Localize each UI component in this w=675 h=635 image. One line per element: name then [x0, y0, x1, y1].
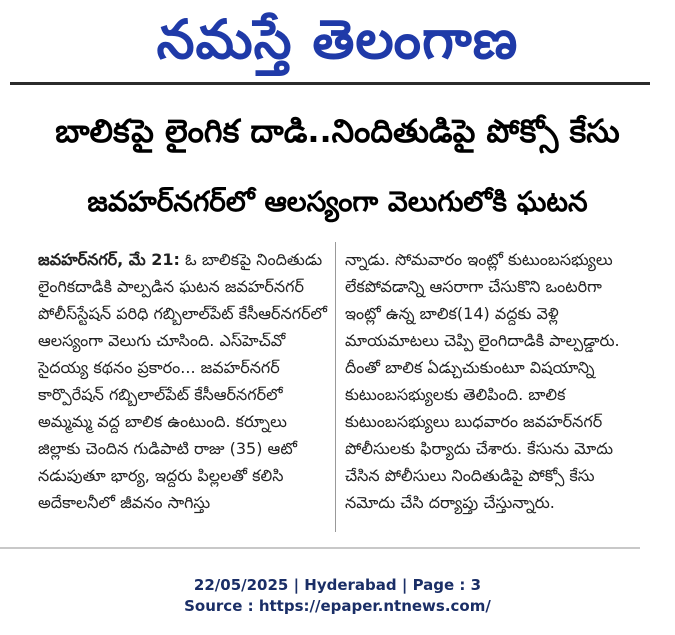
masthead-logo-text: నమస్తే తెలంగాణ	[156, 8, 519, 71]
footer-source: Source : https://epaper.ntnews.com/	[184, 597, 491, 615]
article-left-body: ఓ బాలికపై నిందితుడు లైంగికదాడికి పాల్పడిన ఘటన జవహర్‌నగర్ పోలీస్‌స్టేషన్ పరిధి గబ్బిలాల్‌పేట్ కేసీఆర్‌నగర్‌లో ఆలస్యంగా వెలుగు చూసింది. ఎస్‌హెచ్‌వో సైదయ్య కథనం ప్రకారం... జవహర్‌నగర్ కార్పొరేషన్ గబ్బిలాల్‌పేట్ కేసీఆర్‌నగర్‌లో అమ్మమ్మ వద్ద బాలిక ఉంటుంది. కర్నూలు జిల్లాకు చెందిన గుడిపాటి రాజు (35) ఆటో నడుపుతూ భార్య, ఇద్దరు పిల్లలతో కలిసి అదేకాలనీలో జీవనం సాగిస్తు	[38, 250, 328, 512]
article-subheadline: జవహర్‌నగర్‌లో ఆలస్యంగా వెలుగులోకి ఘటన	[87, 185, 588, 218]
column-divider	[335, 242, 336, 532]
footer-edition-info: 22/05/2025 | Hyderabad | Page : 3	[193, 576, 482, 594]
article-column-left	[38, 246, 330, 516]
article-paragraph-left	[38, 246, 330, 516]
masthead-divider	[10, 82, 650, 85]
article-column-right	[345, 246, 635, 516]
article-headline: బాలికపై లైంగిక దాడి..నిందితుడిపై పోక్సో కేసు	[55, 112, 620, 150]
article-bottom-rule	[0, 547, 640, 549]
article-right-body: న్నాడు. సోమవారం ఇంట్లో కుటుంబసభ్యులు లేకపోవడాన్ని ఆసరాగా చేసుకొని ఒంటరిగా ఇంట్లో ఉన్న బాలిక(14) వద్దకు వెళ్లి మాయమాటలు చెప్పి లైంగిదాడికి పాల్పడ్డారు. దీంతో బాలిక ఏడ్చుచుకుంటూ విషయాన్ని కుటుంబసభ్యులకు తెలిపింది. బాలిక కుటుంబసభ్యులు బుధవారం జవహర్‌నగర్ పోలీసులకు ఫిర్యాదు చేశారు. కేసును మోదు చేసిన పోలీసులు నిందితుడిపై పోక్సో కేసు నమోదు చేసి దర్యాప్తు చేస్తున్నారు.	[345, 250, 620, 512]
article-dateline: జవహర్‌నగర్, మే 21:	[38, 250, 180, 269]
newspaper-masthead	[0, 0, 675, 82]
